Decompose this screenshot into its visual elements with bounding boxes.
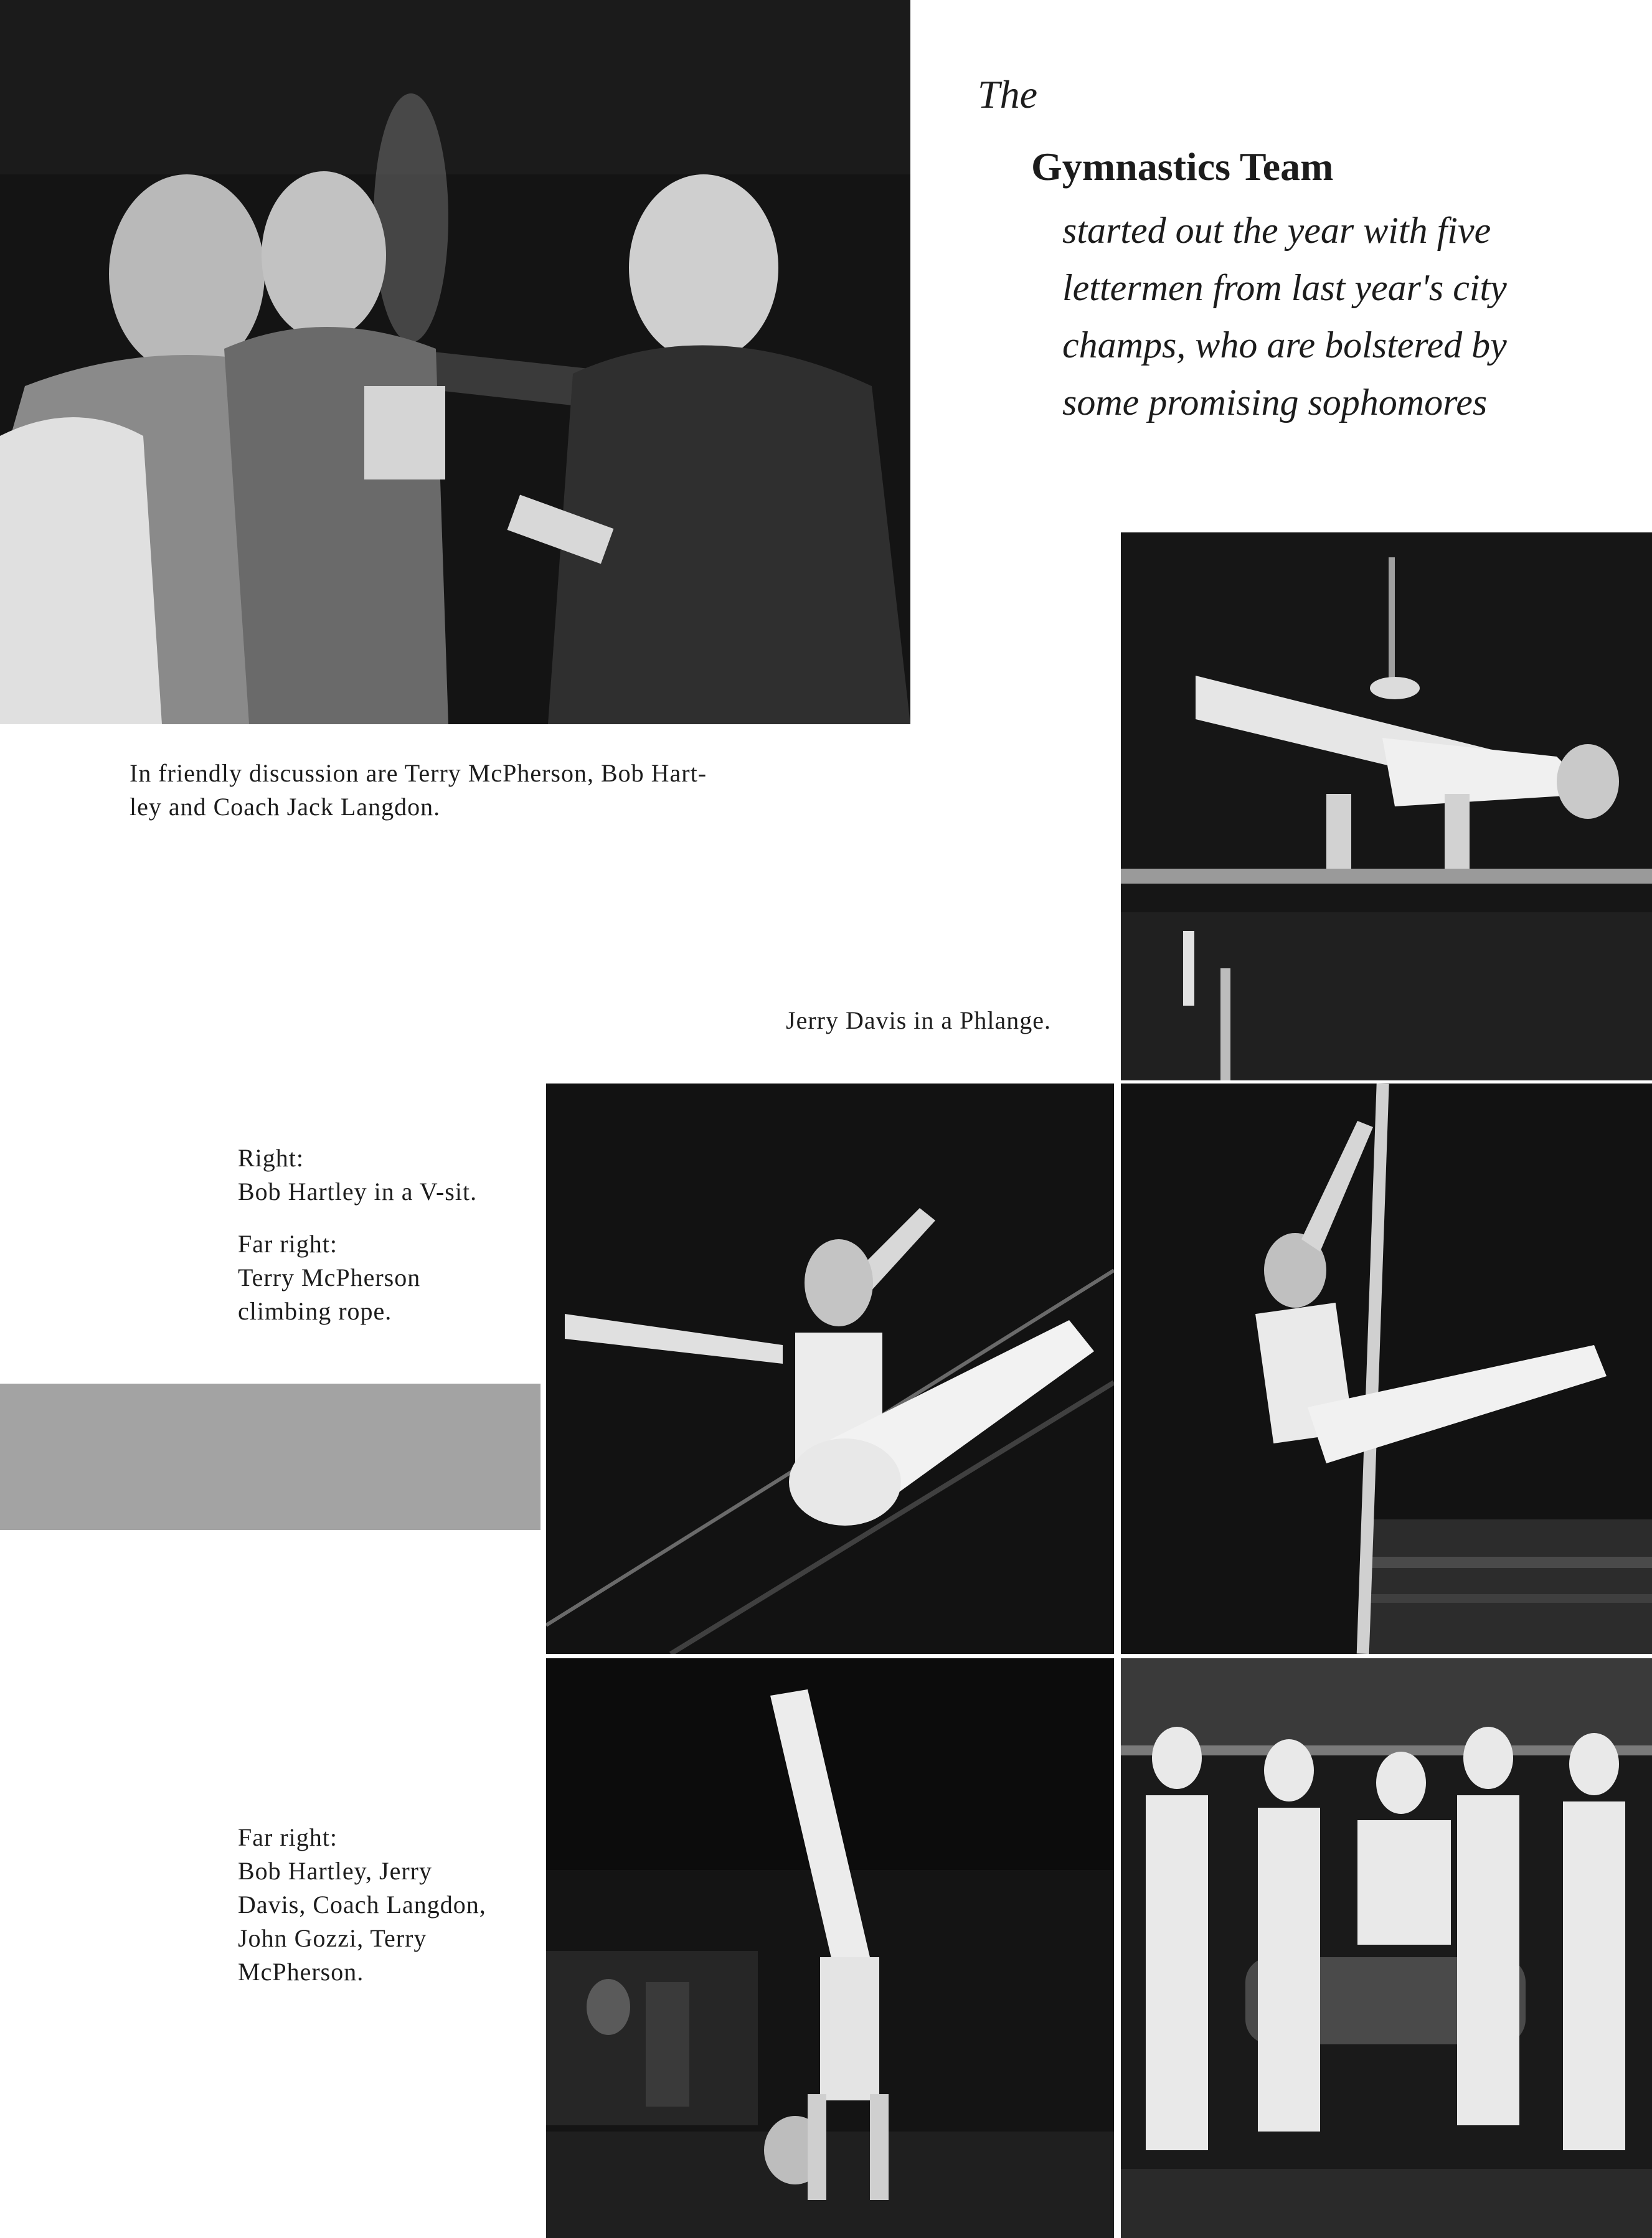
caption-line: John Gozzi, Terry [238,1924,427,1952]
team-group-photo [1121,1658,1652,2238]
gray-band [0,1384,540,1530]
discussion-photo [0,0,910,724]
headline [978,72,1638,431]
caption-line: Bob Hartley in a V-sit. [238,1178,478,1206]
caption-line [238,1209,537,1227]
headline-line: started out the year with five [1062,210,1491,251]
phlange-caption [786,1004,1110,1037]
caption-line: Bob Hartley, Jerry [238,1857,432,1885]
headline-team: Gymnastics Team [1031,144,1334,189]
rope-climb-photo [1121,1084,1652,1654]
caption-line: Terry McPherson [238,1263,421,1291]
v-sit-photo [546,1084,1114,1654]
caption-line: Jerry Davis in a Phlange. [786,1006,1052,1034]
phlange-photo [1121,532,1652,1080]
right-caption [238,1141,537,1328]
caption-line: In friendly discussion are Terry McPherson, Bob Hart- [130,759,707,787]
caption-line: Far right: [238,1823,337,1851]
far-right-caption [238,1821,537,1989]
discussion-caption [130,757,877,824]
caption-line: Davis, Coach Langdon, [238,1891,486,1919]
headline-intro: The [978,72,1037,116]
caption-line: Far right: [238,1230,337,1258]
caption-line: ley and Coach Jack Langdon. [130,793,441,821]
handstand-photo [546,1658,1114,2238]
caption-line: McPherson. [238,1958,364,1986]
caption-line: Right: [238,1144,304,1172]
headline-body [1062,202,1623,431]
caption-line: climbing rope. [238,1297,392,1325]
headline-line: lettermen from last year's city [1062,267,1507,308]
headline-line: champs, who are bolstered by [1062,324,1507,366]
headline-line: some promising sophomores [1062,382,1488,423]
